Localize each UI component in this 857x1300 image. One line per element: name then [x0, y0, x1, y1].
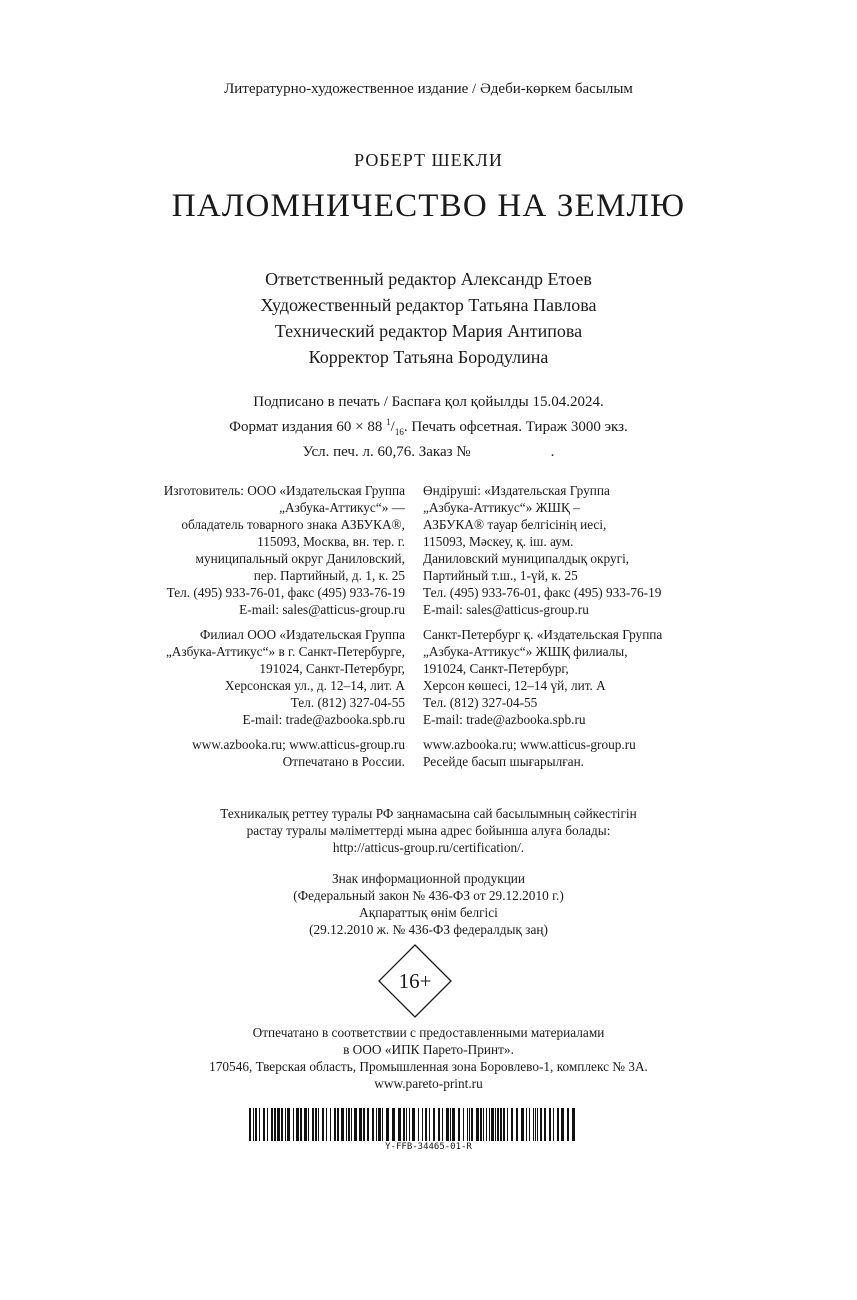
editor-line: Художественный редактор Татьяна Павлова — [260, 295, 597, 315]
sign-line: Знак информационной продукции — [331, 871, 526, 886]
imprint-line: Даниловский муниципалдық округі, — [423, 551, 630, 566]
certification-note — [0, 805, 857, 856]
editor-line: Корректор Татьяна Бородулина — [308, 347, 549, 367]
imprint-line: E-mail: sales@atticus-group.ru — [239, 602, 405, 617]
format-suffix: . Печать офсетная. Тираж 3000 экз. — [403, 419, 628, 435]
book-title: ПАЛОМНИЧЕСТВО НА ЗЕМЛЮ — [171, 188, 686, 224]
editors-list — [0, 266, 857, 370]
imprint-line: Изготовитель: ООО «Издательская Группа — [163, 483, 405, 498]
imprint-line: E-mail: trade@azbooka.spb.ru — [242, 712, 405, 727]
imprint-line: 191024, Санкт-Петербург, — [423, 661, 569, 676]
printer-line: Отпечатано в соответствии с предоставленными материалами — [252, 1025, 605, 1040]
imprint-line: www.azbooka.ru; www.atticus-group.ru — [423, 737, 636, 752]
branch-block-kz — [423, 626, 743, 728]
web-block-kz — [423, 736, 743, 770]
sign-line: Ақпараттық өнім белгісі — [359, 905, 498, 920]
print-info — [0, 392, 857, 462]
author-name: РОБЕРТ ШЕКЛИ — [354, 150, 503, 170]
web-block-ru — [85, 736, 405, 770]
imprint-line: „Азбука-Аттикус“» — — [279, 500, 405, 515]
sheets-text: Усл. печ. л. 60,76. Заказ № — [302, 444, 471, 460]
cert-line: http://atticus-group.ru/certification/. — [332, 840, 525, 855]
edition-type: Литературно-художественное издание / Әдеби-көркем басылым — [224, 81, 633, 97]
imprint-line: Өндіруші: «Издательская Группа — [423, 483, 610, 498]
cert-line: растау туралы мәліметтерді мына адрес бойынша алуға болады: — [246, 823, 611, 838]
imprint-line: Херсонская ул., д. 12–14, лит. А — [224, 678, 405, 693]
manufacturer-block-kz — [423, 482, 743, 618]
imprint-line: пер. Партийный, д. 1, к. 25 — [253, 568, 405, 583]
info-sign-note — [0, 870, 857, 938]
imprint-line: обладатель товарного знака АЗБУКА®, — [181, 517, 405, 532]
printer-line: www.pareto-print.ru — [374, 1076, 483, 1091]
imprint-line: www.azbooka.ru; www.atticus-group.ru — [192, 737, 405, 752]
printer-line: в ООО «ИПК Парето-Принт». — [343, 1042, 514, 1057]
imprint-line: Ресейде басып шығарылған. — [423, 754, 585, 769]
printer-info — [0, 1024, 857, 1092]
imprint-line: Тел. (495) 933-76-01, факс (495) 933-76-19 — [166, 585, 405, 600]
sheets-end: . — [550, 444, 555, 460]
imprint-line: Тел. (812) 327-04-55 — [290, 695, 405, 710]
format-prefix: Формат издания 60 × 88 — [229, 419, 383, 435]
imprint-line: Отпечатано в России. — [282, 754, 405, 769]
editor-line: Ответственный редактор Александр Етоев — [265, 269, 592, 289]
imprint-line: Санкт-Петербург қ. «Издательская Группа — [423, 627, 663, 642]
imprint-line: Херсон көшесі, 12–14 үй, лит. А — [423, 678, 606, 693]
imprint-line: Тел. (495) 933-76-01, факс (495) 933-76-19 — [423, 585, 662, 600]
sign-line: (29.12.2010 ж. № 436-ФЗ федералдық заң) — [309, 922, 548, 937]
age-rating-badge — [378, 944, 452, 1018]
manufacturer-block-ru — [85, 482, 405, 618]
sheets-line — [0, 442, 857, 462]
branch-block-ru — [85, 626, 405, 728]
imprint-line: 115093, Москва, вн. тер. г. — [257, 534, 405, 549]
imprint-line: АЗБУКА® тауар белгісінің иесі, — [423, 517, 607, 532]
format-numerator: 1 — [386, 417, 391, 427]
imprint-line: 191024, Санкт-Петербург, — [259, 661, 405, 676]
printer-line: 170546, Тверская область, Промышленная зона Боровлево-1, комплекс № 3А. — [209, 1059, 648, 1074]
imprint-line: E-mail: trade@azbooka.spb.ru — [423, 712, 586, 727]
imprint-line: Филиал ООО «Издательская Группа — [199, 627, 405, 642]
format-line: Формат издания 60 × 88 $^1/_{16}$. Печать офсетная. Тираж 3000 экз. — [229, 417, 628, 437]
imprint-line: E-mail: sales@atticus-group.ru — [423, 602, 589, 617]
format-denominator: 16 — [394, 427, 404, 437]
sign-line: (Федеральный закон № 436-ФЗ от 29.12.2010 г.) — [293, 888, 564, 903]
imprint-right-column — [423, 482, 743, 770]
cert-line: Техникалық реттеу туралы РФ заңнамасына сай басылымның сәйкестігін — [220, 806, 637, 821]
imprint-line: 115093, Мәскеу, қ. іш. аум. — [423, 534, 574, 549]
imprint-line: Тел. (812) 327-04-55 — [423, 695, 538, 710]
imprint-line: „Азбука-Аттикус“» в г. Санкт-Петербурге, — [165, 644, 405, 659]
signed-line: Подписано в печать / Баспаға қол қойылды 15.04.2024. — [253, 394, 604, 410]
age-rating-label: 16+ — [398, 969, 432, 993]
imprint-line: „Азбука-Аттикус“» ЖШҚ – — [423, 500, 580, 515]
imprint-left-column — [85, 482, 405, 770]
imprint-line: „Азбука-Аттикус“» ЖШҚ филиалы, — [423, 644, 628, 659]
editor-line: Технический редактор Мария Антипова — [274, 321, 583, 341]
barcode-code: Y-FFB-34465-01-R — [385, 1142, 472, 1152]
imprint-line: муниципальный округ Даниловский, — [195, 551, 405, 566]
imprint-line: Партийный т.ш., 1-үй, к. 25 — [423, 568, 578, 583]
